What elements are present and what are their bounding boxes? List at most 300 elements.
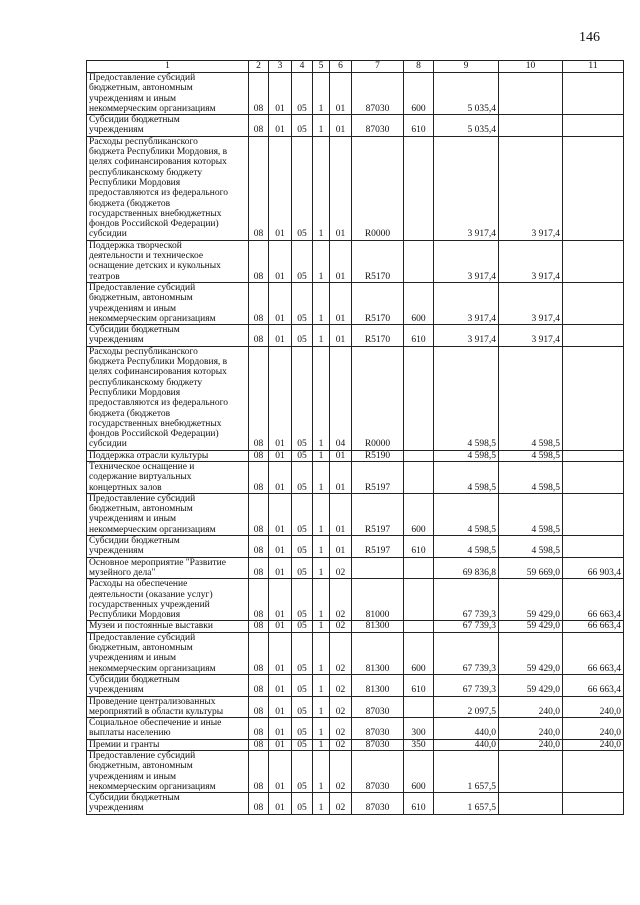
code-cell-c6: 01	[330, 493, 352, 535]
expense-name-line: Субсидии бюджетным	[89, 674, 180, 685]
code-cell-c5: 1	[313, 793, 330, 815]
code-cell-c4: 05	[292, 461, 313, 493]
expense-name-line: Республики Мордовия	[89, 387, 181, 398]
amount-cell-c9: 3 917,4	[434, 240, 499, 282]
code-cell-c5: 1	[313, 240, 330, 282]
code-cell-c7: R5197	[352, 493, 404, 535]
expense-name-line: театров	[89, 271, 120, 282]
expense-name-line: республиканскому бюджету	[89, 377, 203, 388]
expense-name-line: деятельности (оказание услуг)	[89, 589, 213, 600]
code-cell-c3: 01	[269, 115, 292, 137]
code-cell-c2: 08	[249, 632, 269, 674]
budget-table	[86, 60, 624, 815]
expense-name-line: Предоставление субсидий	[89, 282, 196, 293]
expense-name-line: Республики Мордовия	[89, 177, 181, 188]
code-cell-c3: 01	[269, 793, 292, 815]
code-cell-c8: 600	[404, 73, 434, 115]
code-cell-c7: R0000	[352, 346, 404, 450]
table-row	[87, 240, 624, 282]
expense-name-line: Расходы республиканского	[89, 346, 198, 357]
code-cell-c7: R5170	[352, 325, 404, 347]
amount-cell-c9: 4 598,5	[434, 450, 499, 461]
expense-name-line: выплаты населению	[89, 728, 171, 739]
expense-name	[87, 793, 249, 815]
column-header: 3	[269, 61, 292, 73]
amount-cell-c10: 4 598,5	[499, 493, 563, 535]
amount-cell-c10: 4 598,5	[499, 461, 563, 493]
expense-name	[87, 536, 249, 558]
code-cell-c2: 08	[249, 718, 269, 740]
expense-name-line: некоммерческим организациям	[89, 663, 216, 674]
expense-name-line: некоммерческим организациям	[89, 103, 216, 114]
amount-cell-c9: 3 917,4	[434, 282, 499, 324]
expense-name	[87, 579, 249, 621]
expense-name-line: государственных учреждений	[89, 599, 210, 610]
code-cell-c8	[404, 450, 434, 461]
code-cell-c5: 1	[313, 718, 330, 740]
code-cell-c8: 610	[404, 536, 434, 558]
code-cell-c2: 08	[249, 674, 269, 696]
code-cell-c4: 05	[292, 696, 313, 718]
code-cell-c2: 08	[249, 346, 269, 450]
column-header: 5	[313, 61, 330, 73]
expense-name-line: Предоставление субсидий	[89, 632, 196, 643]
amount-cell-c11	[563, 115, 624, 137]
code-cell-c7: R5197	[352, 536, 404, 558]
expense-name-line: Музеи и постоянные выставки	[89, 621, 213, 632]
amount-cell-c11: 66 663,4	[563, 579, 624, 621]
code-cell-c5: 1	[313, 579, 330, 621]
code-cell-c3: 01	[269, 136, 292, 240]
code-cell-c5: 1	[313, 557, 330, 579]
code-cell-c3: 01	[269, 557, 292, 579]
expense-name	[87, 325, 249, 347]
code-cell-c4: 05	[292, 450, 313, 461]
code-cell-c5: 1	[313, 536, 330, 558]
table-row	[87, 557, 624, 579]
expense-name-line: бюджетным, автономным	[89, 83, 193, 94]
expense-name-line: фондов Российской Федерации)	[89, 219, 219, 230]
code-cell-c5: 1	[313, 621, 330, 632]
amount-cell-c9: 67 739,3	[434, 674, 499, 696]
amount-cell-c9: 1 657,5	[434, 751, 499, 793]
expense-name	[87, 632, 249, 674]
expense-name-line: содержание виртуальных	[89, 472, 192, 483]
column-header: 6	[330, 61, 352, 73]
code-cell-c5: 1	[313, 493, 330, 535]
amount-cell-c9: 2 097,5	[434, 696, 499, 718]
expense-name-line: Субсидии бюджетным	[89, 325, 180, 336]
code-cell-c3: 01	[269, 621, 292, 632]
code-cell-c4: 05	[292, 240, 313, 282]
expense-name-line: целях софинансирования которых	[89, 157, 227, 168]
expense-name-line: Основное мероприятие "Развитие	[89, 557, 226, 568]
code-cell-c5: 1	[313, 346, 330, 450]
expense-name-line: учреждениям и иным	[89, 653, 177, 664]
code-cell-c6: 02	[330, 632, 352, 674]
code-cell-c2: 08	[249, 621, 269, 632]
amount-cell-c9: 5 035,4	[434, 115, 499, 137]
amount-cell-c11: 66 903,4	[563, 557, 624, 579]
amount-cell-c10: 59 429,0	[499, 632, 563, 674]
code-cell-c4: 05	[292, 751, 313, 793]
amount-cell-c11: 66 663,4	[563, 632, 624, 674]
code-cell-c8: 600	[404, 751, 434, 793]
amount-cell-c9: 67 739,3	[434, 621, 499, 632]
expense-name-line: музейного дела"	[89, 567, 156, 578]
amount-cell-c11	[563, 450, 624, 461]
expense-name	[87, 240, 249, 282]
amount-cell-c11: 66 663,4	[563, 621, 624, 632]
amount-cell-c11	[563, 461, 624, 493]
table-row	[87, 325, 624, 347]
expense-name	[87, 450, 249, 461]
amount-cell-c10: 240,0	[499, 696, 563, 718]
table-row	[87, 579, 624, 621]
expense-name	[87, 493, 249, 535]
code-cell-c6: 01	[330, 325, 352, 347]
code-cell-c6: 02	[330, 621, 352, 632]
amount-cell-c10: 59 429,0	[499, 579, 563, 621]
code-cell-c8	[404, 240, 434, 282]
code-cell-c8: 610	[404, 793, 434, 815]
expense-name-line: бюджета (бюджетов	[89, 408, 171, 419]
amount-cell-c11	[563, 240, 624, 282]
code-cell-c7: 87030	[352, 751, 404, 793]
expense-name-line: субсидии	[89, 439, 127, 450]
code-cell-c8	[404, 136, 434, 240]
table-row	[87, 632, 624, 674]
amount-cell-c9: 5 035,4	[434, 73, 499, 115]
code-cell-c6: 02	[330, 751, 352, 793]
code-cell-c7: 81300	[352, 674, 404, 696]
code-cell-c8: 300	[404, 718, 434, 740]
code-cell-c7: 87030	[352, 115, 404, 137]
amount-cell-c11	[563, 793, 624, 815]
code-cell-c6: 01	[330, 115, 352, 137]
amount-cell-c9: 67 739,3	[434, 632, 499, 674]
code-cell-c3: 01	[269, 751, 292, 793]
expense-name-line: государственных внебюджетных	[89, 208, 222, 219]
code-cell-c7: 81300	[352, 632, 404, 674]
amount-cell-c10: 4 598,5	[499, 536, 563, 558]
table-row	[87, 674, 624, 696]
code-cell-c6: 01	[330, 136, 352, 240]
expense-name	[87, 739, 249, 750]
amount-cell-c9: 3 917,4	[434, 136, 499, 240]
code-cell-c4: 05	[292, 325, 313, 347]
code-cell-c2: 08	[249, 73, 269, 115]
amount-cell-c11: 66 663,4	[563, 674, 624, 696]
expense-name-line: бюджета Республики Мордовия, в	[89, 357, 228, 368]
amount-cell-c9: 3 917,4	[434, 325, 499, 347]
code-cell-c2: 08	[249, 557, 269, 579]
code-cell-c8: 610	[404, 325, 434, 347]
code-cell-c6: 01	[330, 282, 352, 324]
code-cell-c7: 87030	[352, 718, 404, 740]
expense-name-line: Проведение централизованных	[89, 696, 216, 707]
code-cell-c7: 81300	[352, 621, 404, 632]
code-cell-c2: 08	[249, 115, 269, 137]
code-cell-c5: 1	[313, 325, 330, 347]
expense-name-line: учреждениям	[89, 546, 144, 557]
code-cell-c4: 05	[292, 718, 313, 740]
table-row	[87, 450, 624, 461]
expense-name	[87, 136, 249, 240]
amount-cell-c9: 440,0	[434, 718, 499, 740]
expense-name	[87, 282, 249, 324]
code-cell-c6: 01	[330, 450, 352, 461]
code-cell-c4: 05	[292, 739, 313, 750]
code-cell-c7: R5170	[352, 240, 404, 282]
table-row	[87, 493, 624, 535]
code-cell-c4: 05	[292, 674, 313, 696]
expense-name-line: мероприятий в области культуры	[89, 706, 224, 717]
code-cell-c8: 600	[404, 282, 434, 324]
code-cell-c6: 02	[330, 718, 352, 740]
amount-cell-c10: 59 429,0	[499, 674, 563, 696]
code-cell-c8: 350	[404, 739, 434, 750]
amount-cell-c11	[563, 493, 624, 535]
code-cell-c7: 81000	[352, 579, 404, 621]
code-cell-c7: 87030	[352, 73, 404, 115]
expense-name-line: некоммерческим организациям	[89, 313, 216, 324]
code-cell-c7: R5170	[352, 282, 404, 324]
column-header: 4	[292, 61, 313, 73]
code-cell-c5: 1	[313, 73, 330, 115]
expense-name-line: предоставляются из федерального	[89, 398, 228, 409]
code-cell-c6: 02	[330, 579, 352, 621]
code-cell-c8	[404, 461, 434, 493]
expense-name	[87, 461, 249, 493]
code-cell-c3: 01	[269, 325, 292, 347]
expense-name-line: бюджета (бюджетов	[89, 198, 171, 209]
code-cell-c8	[404, 346, 434, 450]
code-cell-c3: 01	[269, 739, 292, 750]
table-row	[87, 718, 624, 740]
code-cell-c5: 1	[313, 674, 330, 696]
expense-name-line: учреждениям	[89, 335, 144, 346]
expense-name-line: предоставляются из федерального	[89, 188, 228, 199]
code-cell-c4: 05	[292, 793, 313, 815]
code-cell-c2: 08	[249, 696, 269, 718]
table-row	[87, 282, 624, 324]
code-cell-c8	[404, 579, 434, 621]
column-header: 8	[404, 61, 434, 73]
code-cell-c5: 1	[313, 461, 330, 493]
code-cell-c3: 01	[269, 674, 292, 696]
expense-name-line: целях софинансирования которых	[89, 367, 227, 378]
expense-name-line: оснащение детских и кукольных	[89, 261, 221, 272]
code-cell-c4: 05	[292, 536, 313, 558]
expense-name-line: Поддержка творческой	[89, 240, 182, 251]
code-cell-c7: R5197	[352, 461, 404, 493]
expense-name	[87, 346, 249, 450]
code-cell-c3: 01	[269, 282, 292, 324]
expense-name-line: Предоставление субсидий	[89, 493, 196, 504]
code-cell-c7	[352, 557, 404, 579]
amount-cell-c11	[563, 536, 624, 558]
column-header: 10	[499, 61, 563, 73]
amount-cell-c10: 240,0	[499, 739, 563, 750]
code-cell-c7: R5190	[352, 450, 404, 461]
table-row	[87, 136, 624, 240]
code-cell-c3: 01	[269, 461, 292, 493]
expense-name-line: государственных внебюджетных	[89, 418, 222, 429]
code-cell-c5: 1	[313, 136, 330, 240]
column-header: 2	[249, 61, 269, 73]
amount-cell-c11: 240,0	[563, 696, 624, 718]
expense-name	[87, 696, 249, 718]
expense-name-line: Субсидии бюджетным	[89, 536, 180, 547]
code-cell-c3: 01	[269, 73, 292, 115]
code-cell-c8: 600	[404, 632, 434, 674]
code-cell-c3: 01	[269, 346, 292, 450]
amount-cell-c10	[499, 73, 563, 115]
amount-cell-c11	[563, 73, 624, 115]
code-cell-c7: 87030	[352, 793, 404, 815]
amount-cell-c9: 440,0	[434, 739, 499, 750]
amount-cell-c10	[499, 751, 563, 793]
code-cell-c5: 1	[313, 696, 330, 718]
amount-cell-c10	[499, 793, 563, 815]
amount-cell-c10: 4 598,5	[499, 450, 563, 461]
code-cell-c5: 1	[313, 282, 330, 324]
code-cell-c3: 01	[269, 632, 292, 674]
column-header: 1	[87, 61, 249, 73]
code-cell-c4: 05	[292, 136, 313, 240]
amount-cell-c10: 240,0	[499, 718, 563, 740]
amount-cell-c11: 240,0	[563, 739, 624, 750]
expense-name	[87, 751, 249, 793]
code-cell-c6: 02	[330, 696, 352, 718]
expense-name-line: учреждениям и иным	[89, 771, 177, 782]
amount-cell-c10: 3 917,4	[499, 282, 563, 324]
code-cell-c6: 01	[330, 536, 352, 558]
table-body	[87, 73, 624, 815]
code-cell-c4: 05	[292, 557, 313, 579]
code-cell-c6: 01	[330, 73, 352, 115]
expense-name-line: Поддержка отрасли культуры	[89, 450, 209, 461]
table-row	[87, 115, 624, 137]
code-cell-c7: 87030	[352, 739, 404, 750]
table-row	[87, 73, 624, 115]
expense-name-line: некоммерческим организациям	[89, 781, 216, 792]
amount-cell-c11	[563, 751, 624, 793]
code-cell-c6: 04	[330, 346, 352, 450]
code-cell-c2: 08	[249, 240, 269, 282]
amount-cell-c9: 67 739,3	[434, 579, 499, 621]
expense-name-line: учреждениям	[89, 125, 144, 136]
code-cell-c3: 01	[269, 718, 292, 740]
code-cell-c8: 600	[404, 493, 434, 535]
code-cell-c2: 08	[249, 136, 269, 240]
expense-name	[87, 718, 249, 740]
expense-name-line: бюджетным, автономным	[89, 643, 193, 654]
table-row	[87, 751, 624, 793]
amount-cell-c10: 4 598,5	[499, 346, 563, 450]
expense-name-line: Расходы на обеспечение	[89, 579, 188, 590]
code-cell-c2: 08	[249, 325, 269, 347]
amount-cell-c10: 59 669,0	[499, 557, 563, 579]
table-row	[87, 793, 624, 815]
amount-cell-c9: 4 598,5	[434, 346, 499, 450]
expense-name	[87, 115, 249, 137]
expense-name-line: Расходы республиканского	[89, 136, 198, 147]
code-cell-c6: 01	[330, 461, 352, 493]
amount-cell-c9: 4 598,5	[434, 536, 499, 558]
expense-name-line: концертных залов	[89, 482, 162, 493]
code-cell-c3: 01	[269, 536, 292, 558]
code-cell-c6: 02	[330, 674, 352, 696]
amount-cell-c10: 3 917,4	[499, 136, 563, 240]
expense-name-line: Республики Мордовия	[89, 610, 181, 621]
code-cell-c3: 01	[269, 240, 292, 282]
amount-cell-c11	[563, 136, 624, 240]
expense-name-line: бюджета Республики Мордовия, в	[89, 147, 228, 158]
amount-cell-c9: 69 836,8	[434, 557, 499, 579]
table-row	[87, 461, 624, 493]
expense-name	[87, 621, 249, 632]
code-cell-c4: 05	[292, 115, 313, 137]
code-cell-c6: 02	[330, 793, 352, 815]
code-cell-c3: 01	[269, 579, 292, 621]
code-cell-c6: 02	[330, 557, 352, 579]
code-cell-c3: 01	[269, 696, 292, 718]
page-number: 146	[579, 30, 600, 45]
amount-cell-c10: 3 917,4	[499, 325, 563, 347]
code-cell-c5: 1	[313, 739, 330, 750]
code-cell-c6: 01	[330, 240, 352, 282]
code-cell-c2: 08	[249, 282, 269, 324]
expense-name-line: Премии и гранты	[89, 739, 160, 750]
expense-name-line: бюджетным, автономным	[89, 504, 193, 515]
expense-name-line: Предоставление субсидий	[89, 73, 196, 83]
column-header: 11	[563, 61, 624, 73]
expense-name	[87, 674, 249, 696]
expense-name-line: учреждениям	[89, 685, 144, 696]
expense-name-line: Субсидии бюджетным	[89, 793, 180, 804]
code-cell-c2: 08	[249, 793, 269, 815]
amount-cell-c10: 59 429,0	[499, 621, 563, 632]
amount-cell-c9: 1 657,5	[434, 793, 499, 815]
code-cell-c6: 02	[330, 739, 352, 750]
code-cell-c5: 1	[313, 450, 330, 461]
code-cell-c2: 08	[249, 450, 269, 461]
table-row	[87, 536, 624, 558]
code-cell-c8	[404, 557, 434, 579]
code-cell-c5: 1	[313, 115, 330, 137]
table-row	[87, 739, 624, 750]
amount-cell-c11	[563, 282, 624, 324]
amount-cell-c9: 4 598,5	[434, 461, 499, 493]
expense-name	[87, 557, 249, 579]
amount-cell-c10: 3 917,4	[499, 240, 563, 282]
table-row	[87, 696, 624, 718]
code-cell-c4: 05	[292, 493, 313, 535]
expense-name-line: деятельности и техническое	[89, 251, 204, 262]
code-cell-c4: 05	[292, 282, 313, 324]
expense-name	[87, 73, 249, 115]
amount-cell-c11	[563, 325, 624, 347]
table-row	[87, 346, 624, 450]
column-header: 9	[434, 61, 499, 73]
expense-name-line: Социальное обеспечение и иные	[89, 718, 222, 729]
expense-name-line: Техническое оснащение и	[89, 461, 195, 472]
expense-name-line: учреждениям и иным	[89, 514, 177, 525]
expense-name-line: фондов Российской Федерации)	[89, 429, 219, 440]
code-cell-c7: R0000	[352, 136, 404, 240]
